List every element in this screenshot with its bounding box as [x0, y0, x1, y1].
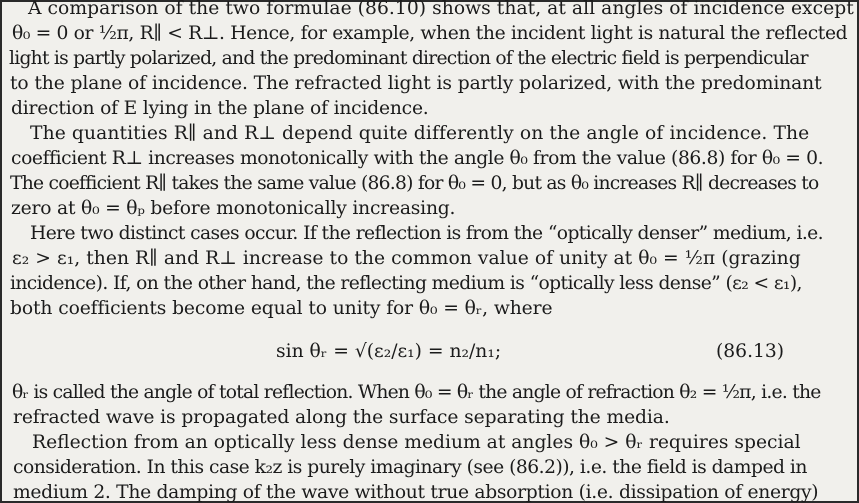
text-line: consideration. In this case k₂z is purely imaginary (see (86.2)), i.e. the field is damped in: [13, 457, 807, 478]
text-line: incidence). If, on the other hand, the reflecting medium is “optically less dense” (ε₂ < ε₁),: [10, 273, 802, 294]
text-line: A comparison of the two formulae (86.10) shows that, at all angles of incidence except: [28, 0, 854, 19]
text-line: The quantities R∥ and R⊥ depend quite differently on the angle of incidence. The: [30, 123, 810, 144]
text-line: direction of E lying in the plane of incidence.: [11, 98, 429, 119]
text-line: θᵣ is called the angle of total reflection. When θ₀ = θᵣ the angle of refraction θ₂ = ½π, i.e. the: [12, 382, 821, 403]
text-line: Reflection from an optically less dense medium at angles θ₀ > θᵣ requires special: [32, 432, 801, 453]
text-line: to the plane of incidence. The refracted light is partly polarized, with the predominant: [10, 73, 822, 94]
text-line: zero at θ₀ = θₚ before monotonically increasing.: [11, 198, 456, 219]
text-line: ε₂ > ε₁, then R∥ and R⊥ increase to the common value of unity at θ₀ = ½π (grazing: [12, 248, 801, 269]
text-line: medium 2. The damping of the wave without true absorption (i.e. dissipation of energy): [13, 482, 819, 503]
text-line: θ₀ = 0 or ½π, R∥ < R⊥. Hence, for example, when the incident light is natural the reflected: [12, 23, 848, 44]
text-line: coefficient R⊥ increases monotonically with the angle θ₀ from the value (86.8) for θ₀ = 0.: [11, 148, 824, 169]
equation-number: (86.13): [716, 341, 785, 362]
text-line: light is partly polarized, and the predominant direction of the electric field is perpendicular: [9, 48, 808, 69]
equation: sin θᵣ = √(ε₂/ε₁) = n₂/n₁;: [276, 341, 502, 362]
text-line: both coefficients become equal to unity for θ₀ = θᵣ, where: [10, 298, 553, 319]
text-line: Here two distinct cases occur. If the reflection is from the “optically denser” medium, i.e.: [30, 223, 823, 244]
text-line: The coefficient R∥ takes the same value (86.8) for θ₀ = 0, but as θ₀ increases R∥ decreases to: [10, 173, 819, 194]
text-line: refracted wave is propagated along the surface separating the media.: [13, 407, 670, 428]
